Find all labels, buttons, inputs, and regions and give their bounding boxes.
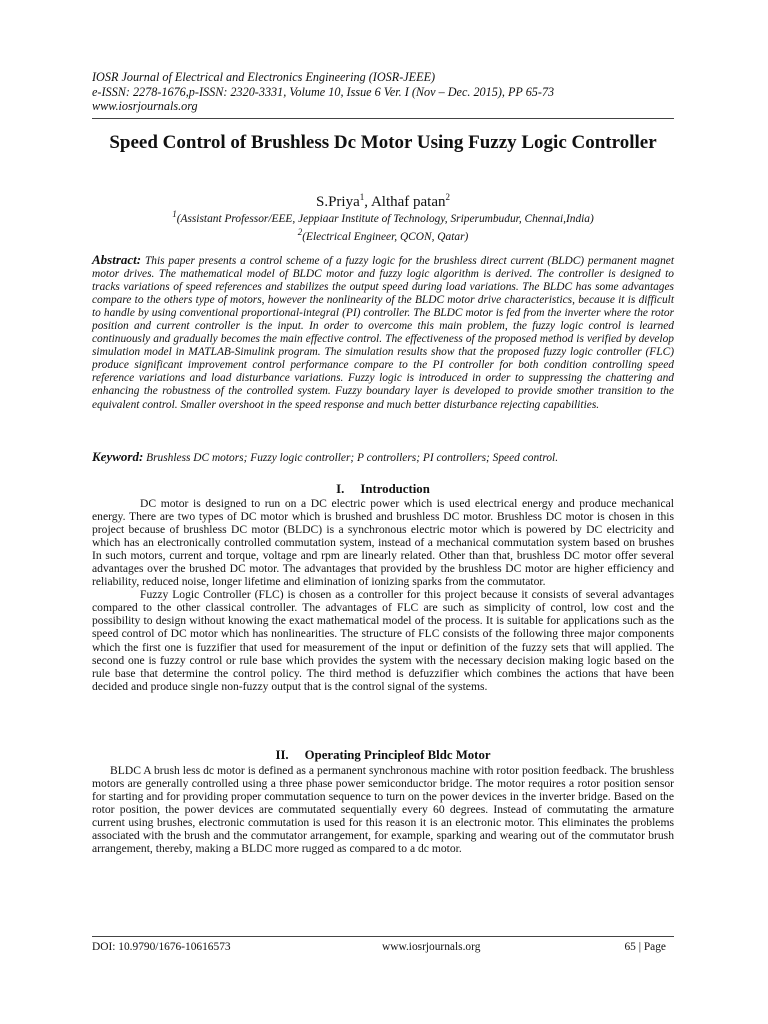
journal-header (92, 70, 674, 114)
affiliation-superscript: 1 (172, 209, 177, 219)
journal-website[interactable]: www.iosrjournals.org (92, 99, 198, 114)
author-superscript: 2 (445, 192, 450, 202)
header-divider (92, 118, 674, 119)
journal-name: IOSR Journal of Electrical and Electronics Engineering (IOSR-JEEE) (92, 70, 436, 84)
abstract-label: Abstract: (92, 252, 142, 267)
section-heading-introduction (92, 482, 674, 497)
paragraph: DC motor is designed to run on a DC electric power which is used electrical energy and produce mechanical energy. There are two types of DC motor which is brushed and brushless DC motor. Brushless DC motor is chosen in this project because of brushless DC motor (BLDC) is a synchronous electric motor which is powered by DC electricity and which has an electronically controlled commutation system, instead of a mechanical commutation system based on brushes In such motors, current and torque, voltage and rpm are linearly related. Other than that, brushless DC motor offer several advantages over the brushed DC motor. The advantages that provided by the brushless DC motor are higher efficiency and reliability, reduced noise, longer lifetime and elimination of ionizing sparks from the commutator. (92, 497, 674, 589)
paragraph: BLDC A brush less dc motor is defined as a permanent synchronous machine with rotor position feedback. The brushless motors are generally controlled using a three phase power semiconductor bridge. The motor requires a rotor position sensor for starting and for providing proper commutation sequence to turn on the power devices in the inverter bridge. Based on the rotor position, the power devices are commutated sequentially every 60 degrees. Instead of commutating the armature current using brushes, electronic commutation is used for this reason it is an electronic motor. This eliminates the problems associated with the brush and the commutator arrangement, for example, sparking and wearing out of the commutator brush arrangement, thereby, making a BLDC more rugged as compared to a dc motor. (92, 764, 674, 856)
author-superscript: 1 (359, 192, 365, 202)
section-title: Operating Principleof Bldc Motor (304, 748, 491, 762)
paper-title: Speed Control of Brushless Dc Motor Using Fuzzy Logic Controller (109, 132, 657, 153)
footer-divider (92, 936, 674, 937)
affiliation-superscript: 2 (297, 227, 303, 238)
section-number: II. (275, 748, 289, 762)
section-title: Introduction (360, 482, 430, 496)
section-heading-operating-principle (92, 748, 674, 763)
affiliation-text: (Assistant Professor/EEE, Jeppiaar Institute of Technology, Sriperumbudur, Chennai,India) (176, 212, 594, 225)
journal-issn: e-ISSN: 2278-1676,p-ISSN: 2320-3331, Volume 10, Issue 6 Ver. I (Nov – Dec. 2015), PP 65-73 (92, 84, 555, 99)
footer-page-number: 65 | Page (624, 941, 666, 953)
footer-website[interactable]: www.iosrjournals.org (382, 941, 481, 953)
affiliation-2 (92, 226, 674, 244)
author-name: Althaf patan (370, 194, 446, 210)
affiliation-text: (Electrical Engineer, QCON, Qatar) (302, 231, 469, 243)
keyword-block (92, 450, 674, 465)
affiliations (92, 208, 674, 244)
keyword-label: Keyword: (92, 449, 144, 464)
section-body-operating-principle (92, 764, 674, 855)
affiliation-1 (92, 208, 674, 226)
keyword-text: Brushless DC motors; Fuzzy logic controller; P controllers; PI controllers; Speed control. (143, 452, 559, 464)
section-number: I. (336, 482, 345, 496)
abstract-text: This paper presents a control scheme of a fuzzy logic for the brushless direct current (BLDC) permanent magnet motor drives. The mathematical model of BLDC motor and fuzzy logic algorithm is derived. The controller is designed to tracks variations of speed references and stabilizes the output speed during load variations. The BLDC has some advantages compare to the others type of motors, however the nonlinearity of the BLDC motor drive characteristics, because it is difficult to handle by using conventional proportional-integral (PI) controller. The BLDC motor is fed from the inverter where the rotor position and current controller is the input. In order to overcome this main problem, the fuzzy logic control is learned continuously and gradually becomes the main effective control. The effectiveness of the proposed method is verified by develop simulation model in MATLAB-Simulink program. The simulation results show that the proposed fuzzy logic controller (FLC) produce significant improvement control performance compare to the PI controller for both condition controlling speed reference variations and load disturbance variations. Fuzzy logic is introduced in order to suppressing the chattering and enhancing the robustness of the controlled system. Fuzzy boundary layer is developed to provide smother transition to the equivalent control. Smaller overshoot in the speed response and much better disturbance rejecting capabilities. (92, 255, 674, 411)
section-body-introduction (92, 497, 674, 693)
abstract-block (92, 253, 674, 412)
footer-doi: DOI: 10.9790/1676-10616573 (92, 941, 231, 953)
author-name: S.Priya (315, 194, 360, 210)
paragraph: Fuzzy Logic Controller (FLC) is chosen as a controller for this project because it consists of several advantages compared to the other classical controller. The advantages of FLC are such as simplicity of control, low cost and the possibility to design without knowing the exact mathematical model of the process. It is suitable for applications such as the speed control of DC motor which has nonlinearities. The structure of FLC consists of the following three major components which the first one is fuzzifier that used for measurement of the input or definition of the fuzzy sets that will applied. The second one is fuzzy control or rule base which provides the system with the necessary decision making logic based on the rule base that determine the control policy. The third method is defuzzifier which combines the actions that have been decided and produce single non-fuzzy output that is the control signal of the systems. (92, 588, 674, 693)
author-separator: , (364, 194, 371, 210)
